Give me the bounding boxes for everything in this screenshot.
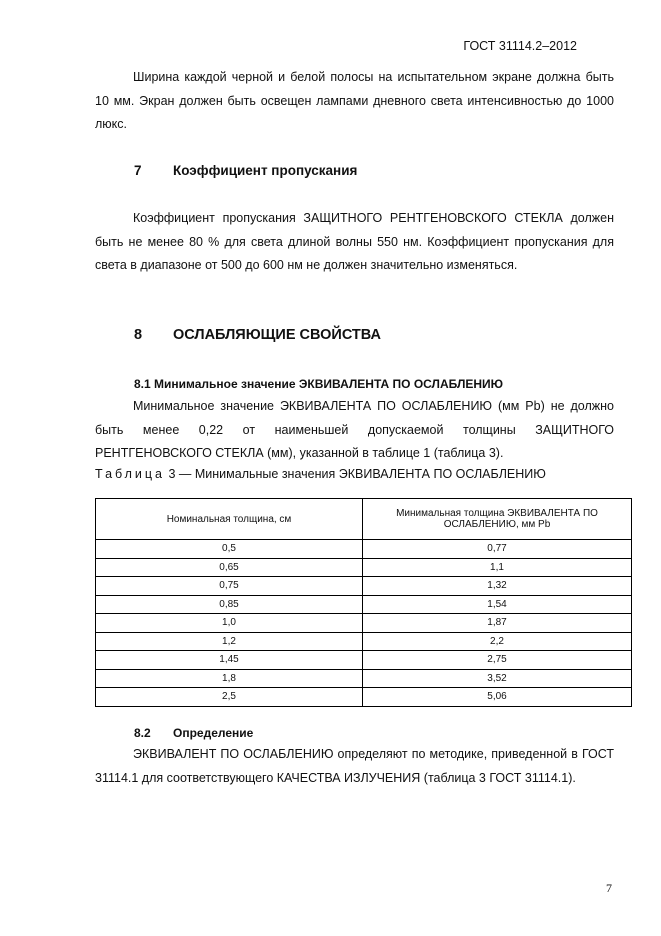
cell-thickness: 0,75 xyxy=(96,577,363,596)
cell-thickness: 0,85 xyxy=(96,595,363,614)
subsection-8-1-title: 8.1 Минимальное значение ЭКВИВАЛЕНТА ПО ОСЛАБЛЕНИЮ xyxy=(134,377,504,391)
subsection-8-2-heading xyxy=(134,726,253,740)
section-8-title: ОСЛАБЛЯЮЩИЕ СВОЙСТВА xyxy=(173,327,382,343)
cell-equivalent: 1,1 xyxy=(363,558,632,577)
section-7-title: Коэффициент пропускания xyxy=(173,163,358,178)
cell-equivalent: 2,75 xyxy=(363,651,632,670)
table-caption-label: Таблица xyxy=(95,467,166,481)
cell-equivalent: 2,2 xyxy=(363,632,632,651)
table-row xyxy=(96,614,632,633)
table-row xyxy=(96,540,632,559)
section-8-number: 8 xyxy=(134,327,143,343)
cell-equivalent: 1,87 xyxy=(363,614,632,633)
document-code: ГОСТ 31114.2–2012 xyxy=(463,39,577,53)
subsection-8-2-title: Определение xyxy=(173,726,254,740)
subsection-8-2-number: 8.2 xyxy=(134,726,151,740)
subsection-8-1-paragraph xyxy=(95,395,614,466)
table-row xyxy=(96,688,632,707)
table-row xyxy=(96,595,632,614)
cell-equivalent: 1,54 xyxy=(363,595,632,614)
section-7-text: Коэффициент пропускания ЗАЩИТНОГО РЕНТГЕНОВСКОГО СТЕКЛА должен быть не менее 80 % для света длиной волны 550 нм. Коэффициент пропускания для света в диапазоне от 500 до 600 нм не должен значительно изменяться. xyxy=(95,211,614,272)
table-header-row xyxy=(96,499,632,540)
cell-equivalent: 5,06 xyxy=(363,688,632,707)
intro-paragraph xyxy=(95,66,614,137)
table-caption xyxy=(95,467,546,481)
table-row xyxy=(96,558,632,577)
cell-thickness: 0,5 xyxy=(96,540,363,559)
cell-thickness: 0,65 xyxy=(96,558,363,577)
table-caption-text: 3 — Минимальные значения ЭКВИВАЛЕНТА ПО ОСЛАБЛЕНИЮ xyxy=(165,467,546,481)
header-nominal-thickness: Номинальная толщина, см xyxy=(96,499,363,540)
section-7-heading xyxy=(134,163,357,178)
subsection-8-1-text: Минимальное значение ЭКВИВАЛЕНТА ПО ОСЛАБЛЕНИЮ (мм Pb) не должно быть менее 0,22 от наименьшей допускаемой толщины ЗАЩИТНОГО РЕНТГЕНОВСКОГО СТЕКЛА (мм), указанной в таблице 1 (таблица 3). xyxy=(95,399,614,460)
section-8-heading xyxy=(134,327,381,343)
section-7-paragraph xyxy=(95,207,614,278)
attenuation-table xyxy=(95,498,632,707)
table-row xyxy=(96,651,632,670)
subsection-8-2-text: ЭКВИВАЛЕНТ ПО ОСЛАБЛЕНИЮ определяют по методике, приведенной в ГОСТ 31114.1 для соответствующего КАЧЕСТВА ИЗЛУЧЕНИЯ (таблица 3 ГОСТ 31114.1). xyxy=(95,747,614,785)
cell-equivalent: 3,52 xyxy=(363,669,632,688)
cell-equivalent: 0,77 xyxy=(363,540,632,559)
cell-thickness: 2,5 xyxy=(96,688,363,707)
cell-equivalent: 1,32 xyxy=(363,577,632,596)
cell-thickness: 1,45 xyxy=(96,651,363,670)
table-row xyxy=(96,669,632,688)
section-7-number: 7 xyxy=(134,163,142,178)
subsection-8-2-paragraph xyxy=(95,743,614,790)
page-number: 7 xyxy=(606,881,612,895)
header-min-equivalent: Минимальная толщина ЭКВИВАЛЕНТА ПО ОСЛАБЛЕНИЮ, мм Pb xyxy=(363,499,632,540)
cell-thickness: 1,0 xyxy=(96,614,363,633)
table-row xyxy=(96,577,632,596)
cell-thickness: 1,2 xyxy=(96,632,363,651)
cell-thickness: 1,8 xyxy=(96,669,363,688)
table-row xyxy=(96,632,632,651)
intro-paragraph-text: Ширина каждой черной и белой полосы на испытательном экране должна быть 10 мм. Экран должен быть освещен лампами дневного света интенсивностью до 1000 люкс. xyxy=(95,70,614,131)
